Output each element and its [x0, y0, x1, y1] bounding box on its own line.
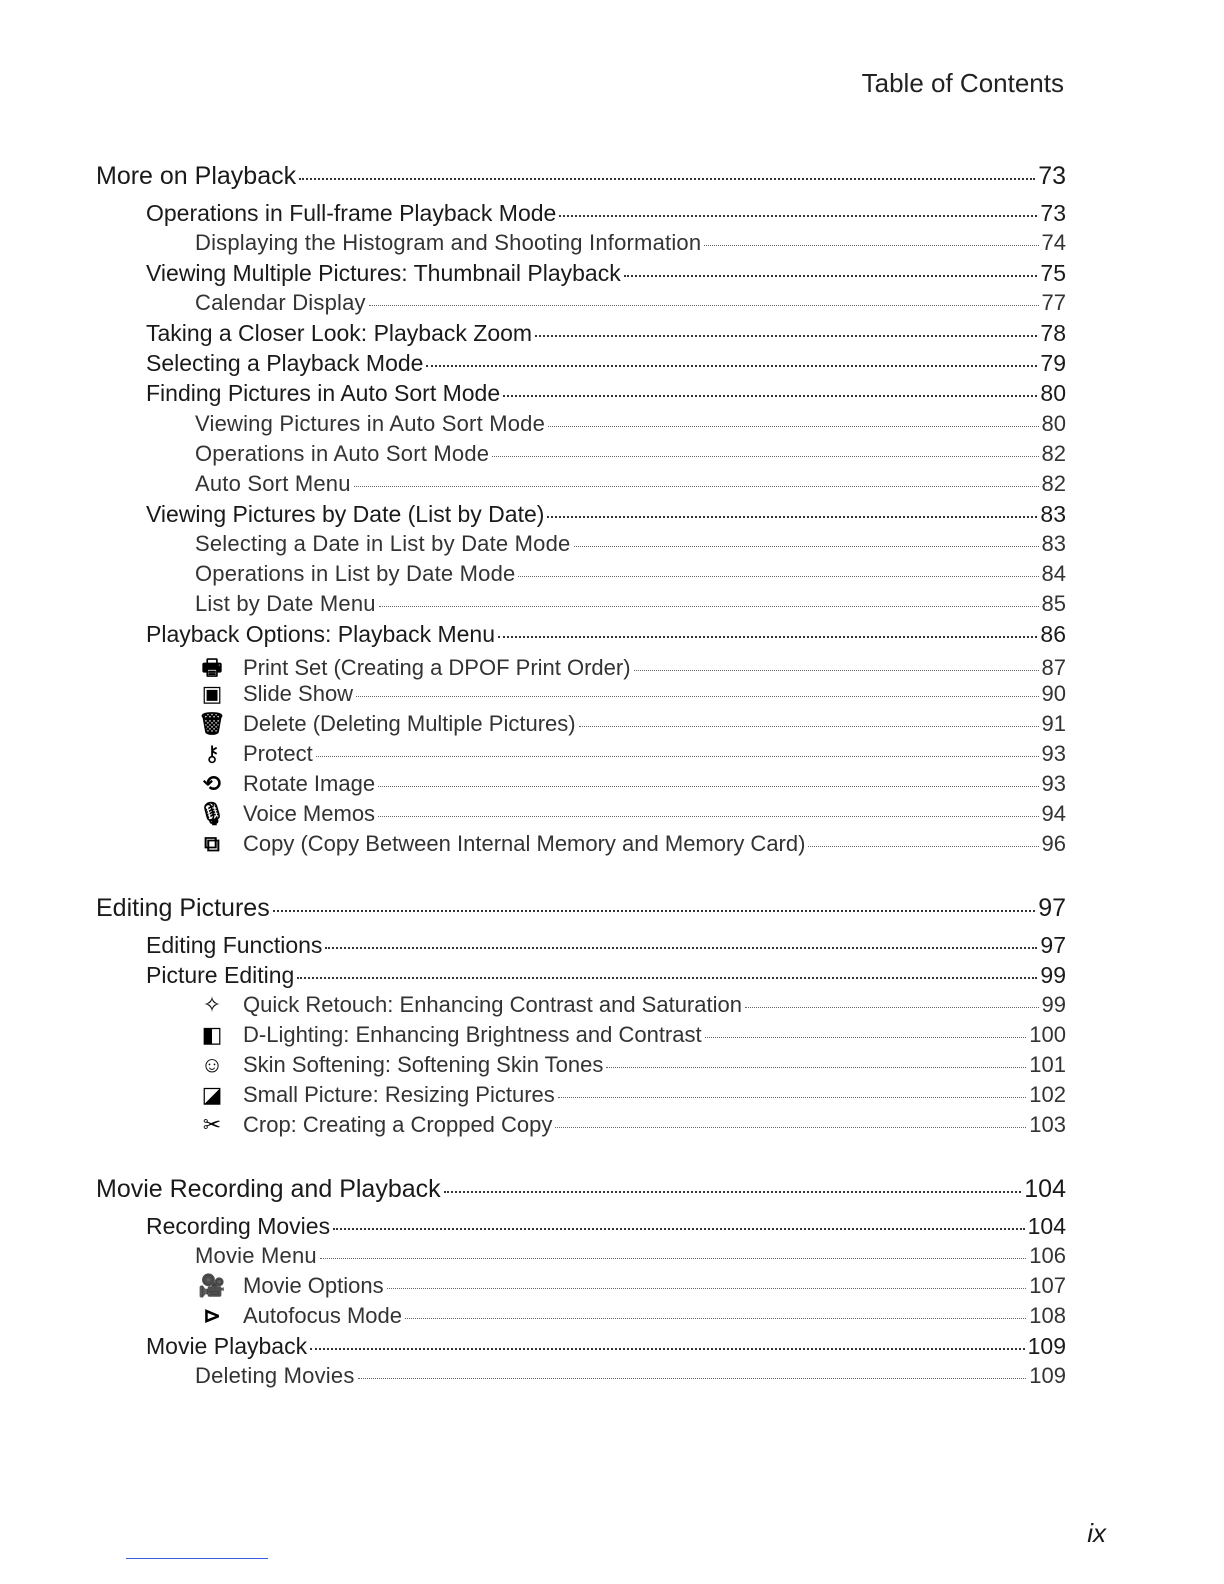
dot-leader — [426, 365, 1037, 367]
toc-entry-title — [195, 992, 742, 1018]
toc-entry-page: 107 — [1029, 1273, 1066, 1298]
toc-entry[interactable] — [195, 1082, 1066, 1112]
dot-leader — [705, 1037, 1027, 1038]
toc-entry[interactable] — [146, 1213, 1066, 1243]
toc-entry-page: 103 — [1029, 1112, 1066, 1137]
toc-entry-label: Movie Recording and Playback — [96, 1175, 441, 1203]
toc-entry-title — [195, 561, 515, 587]
toc-entry[interactable] — [195, 651, 1066, 681]
toc-entry[interactable] — [195, 531, 1066, 561]
toc-entry-page: 108 — [1029, 1303, 1066, 1328]
toc-entry-label: Slide Show — [243, 681, 354, 706]
toc-entry-label: Rotate Image — [243, 771, 376, 796]
dot-leader — [547, 516, 1037, 518]
toc-entry-page: 94 — [1041, 801, 1066, 826]
toc-entry-page: 102 — [1029, 1082, 1066, 1107]
toc-entry-title — [146, 1213, 330, 1240]
toc-entry-label: Finding Pictures in Auto Sort Mode — [146, 380, 501, 406]
toc-entry-page: 100 — [1029, 1022, 1066, 1047]
toc-entry-page: 77 — [1041, 290, 1066, 315]
delete-icon: 🗑 — [198, 711, 226, 736]
toc-entry[interactable] — [146, 320, 1066, 350]
toc-entry[interactable] — [146, 1333, 1066, 1363]
dot-leader — [369, 305, 1039, 306]
toc-entry-label: More on Playback — [96, 162, 297, 190]
toc-entry-title — [195, 471, 351, 497]
toc-entry-label: Editing Pictures — [96, 894, 270, 922]
toc-entry-label: Print Set (Creating a DPOF Print Order) — [243, 655, 631, 680]
dot-leader — [558, 1097, 1027, 1098]
toc-entry[interactable] — [195, 290, 1066, 320]
toc-entry-label: Viewing Pictures in Auto Sort Mode — [195, 411, 546, 436]
toc-entry-title — [96, 894, 270, 923]
toc-entry[interactable] — [195, 441, 1066, 471]
dot-leader — [634, 670, 1039, 671]
toc-entry-page: 101 — [1029, 1052, 1066, 1077]
toc-entry-title — [146, 932, 322, 959]
toc-entry-page: 93 — [1041, 741, 1066, 766]
toc-entry-label: Operations in Full-frame Playback Mode — [146, 200, 557, 226]
toc-entry-page: 78 — [1040, 320, 1066, 346]
toc-entry-page: 80 — [1041, 411, 1066, 436]
toc-entry-page: 90 — [1041, 681, 1066, 706]
dot-leader — [704, 245, 1038, 246]
page-header-title: Table of Contents — [861, 68, 1064, 98]
toc-entry-label: Selecting a Playback Mode — [146, 350, 424, 376]
dot-leader — [518, 576, 1038, 577]
toc-entry-page: 99 — [1040, 962, 1066, 988]
toc-entry[interactable] — [96, 1175, 1066, 1207]
toc-entry-title — [195, 411, 545, 437]
toc-entry[interactable] — [146, 962, 1066, 992]
toc-entry-page: 109 — [1029, 1363, 1066, 1388]
dot-leader — [387, 1288, 1027, 1289]
toc-entry-page: 109 — [1027, 1333, 1066, 1359]
toc-entry[interactable] — [195, 771, 1066, 801]
toc-entry[interactable] — [195, 230, 1066, 260]
toc-entry-page: 75 — [1040, 260, 1066, 286]
toc-entry[interactable] — [195, 1052, 1066, 1082]
toc-entry-label: Movie Options — [243, 1273, 384, 1298]
dot-leader — [325, 947, 1037, 949]
toc-entry-label: Movie Playback — [146, 1333, 308, 1359]
page-number: ix — [1087, 1518, 1106, 1548]
toc-entry[interactable] — [146, 501, 1066, 531]
toc-entry-label: Operations in List by Date Mode — [195, 561, 516, 586]
toc-entry-title — [146, 320, 532, 347]
toc-entry-title — [146, 200, 556, 227]
toc-entry-title — [146, 962, 294, 989]
toc-entry[interactable] — [146, 350, 1066, 380]
toc-entry-page: 85 — [1041, 591, 1066, 616]
toc-entry-title — [146, 350, 423, 377]
toc-entry-title — [96, 162, 296, 191]
toc-entry-page: 84 — [1041, 561, 1066, 586]
toc-entry-label: List by Date Menu — [195, 591, 376, 616]
toc-entry[interactable] — [96, 162, 1066, 194]
toc-entry-page: 82 — [1041, 471, 1066, 496]
dot-leader — [579, 726, 1039, 727]
toc-entry[interactable] — [146, 200, 1066, 230]
crop-scissors-icon: ✂ — [202, 1112, 222, 1137]
dot-leader — [559, 215, 1037, 217]
toc-entry[interactable] — [195, 831, 1066, 861]
dot-leader — [316, 756, 1039, 757]
dot-leader — [574, 546, 1039, 547]
toc-entry-page: 82 — [1041, 441, 1066, 466]
dot-leader — [273, 910, 1035, 912]
toc-entry[interactable] — [195, 1112, 1066, 1142]
toc-entry-label: Displaying the Histogram and Shooting Information — [195, 230, 702, 255]
microphone-icon: 🎙 — [198, 801, 226, 826]
toc-entry[interactable] — [195, 561, 1066, 591]
toc-entry[interactable] — [146, 932, 1066, 962]
toc-entry[interactable] — [195, 741, 1066, 771]
toc-entry-label: Skin Softening: Softening Skin Tones — [243, 1052, 604, 1077]
protect-key-icon: ⚷ — [203, 741, 221, 766]
toc-entry-label: Picture Editing — [146, 962, 295, 988]
toc-entry[interactable] — [195, 411, 1066, 441]
dot-leader — [299, 178, 1035, 180]
toc-entry-page: 73 — [1040, 200, 1066, 226]
toc-entry-label: Protect — [243, 741, 313, 766]
toc-entry-page: 104 — [1027, 1213, 1066, 1239]
toc-entry-title — [195, 771, 375, 797]
toc-entry-label: Autofocus Mode — [243, 1303, 402, 1328]
skin-softening-icon: ☺ — [200, 1052, 224, 1077]
dot-leader — [358, 1378, 1027, 1379]
toc-entry-page: 91 — [1041, 711, 1066, 736]
toc-entry-title — [195, 1052, 603, 1078]
toc-entry[interactable] — [146, 260, 1066, 290]
dot-leader — [808, 846, 1038, 847]
dot-leader — [548, 426, 1038, 427]
toc-entry-page: 79 — [1040, 350, 1066, 376]
toc-entry[interactable] — [195, 711, 1066, 741]
footer-rule — [126, 1558, 268, 1559]
dot-leader — [333, 1228, 1025, 1230]
toc-entry-label: Small Picture: Resizing Pictures — [243, 1082, 555, 1107]
movie-camera-icon: 🎥 — [198, 1273, 226, 1298]
toc-entry-title — [195, 1082, 555, 1108]
toc-entry[interactable] — [195, 471, 1066, 501]
toc-entry-page: 99 — [1041, 992, 1066, 1017]
toc-entry-title — [146, 1333, 307, 1360]
toc-entry-title — [195, 1243, 317, 1269]
dot-leader — [378, 816, 1038, 817]
toc-entry[interactable] — [195, 992, 1066, 1022]
toc-entry-title — [195, 1273, 384, 1299]
toc-entry[interactable] — [195, 681, 1066, 711]
toc-entry-page: 87 — [1041, 655, 1066, 680]
toc-entry-page: 74 — [1041, 230, 1066, 255]
quick-retouch-icon: ✧ — [202, 992, 222, 1017]
dot-leader — [354, 486, 1039, 487]
toc-entry-label: Viewing Pictures by Date (List by Date) — [146, 501, 545, 527]
dot-leader — [498, 636, 1037, 638]
toc-entry-label: Operations in Auto Sort Mode — [195, 441, 490, 466]
toc-entry-title — [195, 831, 805, 857]
dot-leader — [310, 1348, 1025, 1350]
toc-entry-page: 73 — [1038, 162, 1066, 190]
toc-entry-label: Voice Memos — [243, 801, 376, 826]
toc-entry[interactable] — [195, 1363, 1066, 1393]
print-set-icon: 🖶 — [201, 655, 223, 680]
toc-entry-title — [195, 801, 375, 827]
dot-leader — [444, 1191, 1022, 1193]
toc-entry-page: 86 — [1040, 621, 1066, 647]
toc-entry-label: Recording Movies — [146, 1213, 331, 1239]
toc-entry-label: Movie Menu — [195, 1243, 317, 1268]
toc-entry-page: 83 — [1040, 501, 1066, 527]
toc-entry-label: Selecting a Date in List by Date Mode — [195, 531, 571, 556]
toc-entry[interactable] — [195, 1243, 1066, 1273]
toc-entry-page: 106 — [1029, 1243, 1066, 1268]
toc-entry-label: Auto Sort Menu — [195, 471, 351, 496]
toc-entry[interactable] — [146, 621, 1066, 651]
rotate-image-icon: ⟲ — [202, 771, 222, 796]
toc-entry-label: Delete (Deleting Multiple Pictures) — [243, 711, 576, 736]
toc-entry[interactable] — [195, 1273, 1066, 1303]
toc-entry[interactable] — [96, 894, 1066, 926]
dot-leader — [745, 1007, 1039, 1008]
toc-entry[interactable] — [146, 380, 1066, 410]
toc-entry-page: 97 — [1040, 932, 1066, 958]
toc-entry-label: Viewing Multiple Pictures: Thumbnail Playback — [146, 260, 621, 286]
toc-entry-page: 80 — [1040, 380, 1066, 406]
slide-show-icon: ▣ — [201, 681, 223, 706]
toc-entry-title — [195, 1112, 552, 1138]
toc-entry[interactable] — [195, 1303, 1066, 1333]
toc-entry-title — [195, 681, 353, 707]
toc-entry-label: Calendar Display — [195, 290, 366, 315]
small-picture-icon: ◪ — [201, 1082, 223, 1107]
dot-leader — [356, 696, 1038, 697]
dot-leader — [606, 1067, 1026, 1068]
dot-leader — [535, 335, 1037, 337]
toc-entry-label: Copy (Copy Between Internal Memory and Memory Card) — [243, 831, 806, 856]
toc-entry-title — [195, 1022, 702, 1048]
dot-leader — [378, 786, 1038, 787]
toc-entry-title — [195, 711, 576, 737]
dot-leader — [492, 456, 1038, 457]
toc-entry[interactable] — [195, 1022, 1066, 1052]
toc-entry-title — [195, 591, 376, 617]
toc-entry-title — [96, 1175, 441, 1204]
toc-entry-title — [195, 441, 489, 467]
toc-entry-title — [146, 380, 500, 407]
toc-entry-page: 96 — [1041, 831, 1066, 856]
toc-entry-label: Deleting Movies — [195, 1363, 355, 1388]
toc-entry-page: 83 — [1041, 531, 1066, 556]
copy-icon: ⧉ — [204, 831, 220, 856]
toc-entry-page: 104 — [1024, 1175, 1066, 1203]
dot-leader — [503, 395, 1037, 397]
toc-entry-title — [195, 531, 571, 557]
toc-entry-title — [195, 230, 701, 256]
toc-entry-label: Editing Functions — [146, 932, 323, 958]
dot-leader — [320, 1258, 1026, 1259]
toc-entry-page: 93 — [1041, 771, 1066, 796]
dot-leader — [379, 606, 1039, 607]
toc-entry-title — [146, 621, 495, 648]
toc-entry-title — [195, 1303, 402, 1329]
toc-entry-label: Quick Retouch: Enhancing Contrast and Saturation — [243, 992, 742, 1017]
toc-entry-label: Playback Options: Playback Menu — [146, 621, 496, 647]
toc-entry-title — [195, 290, 366, 316]
dot-leader — [555, 1127, 1026, 1128]
dot-leader — [297, 977, 1037, 979]
toc-entry-title — [195, 1363, 355, 1389]
toc-entry-label: Crop: Creating a Cropped Copy — [243, 1112, 553, 1137]
dot-leader — [405, 1318, 1026, 1319]
autofocus-mode-icon: ⊳ — [202, 1303, 222, 1328]
toc-entry-page: 97 — [1038, 894, 1066, 922]
toc-entry-title — [146, 260, 621, 287]
toc-entry[interactable] — [195, 591, 1066, 621]
toc-entry-label: Taking a Closer Look: Playback Zoom — [146, 320, 533, 346]
dot-leader — [624, 275, 1038, 277]
toc-entry[interactable] — [195, 801, 1066, 831]
toc-entry-label: D-Lighting: Enhancing Brightness and Contrast — [243, 1022, 702, 1047]
d-lighting-icon: ◧ — [201, 1022, 223, 1047]
toc-entry-title — [146, 501, 544, 528]
toc-entry-title — [195, 741, 313, 767]
